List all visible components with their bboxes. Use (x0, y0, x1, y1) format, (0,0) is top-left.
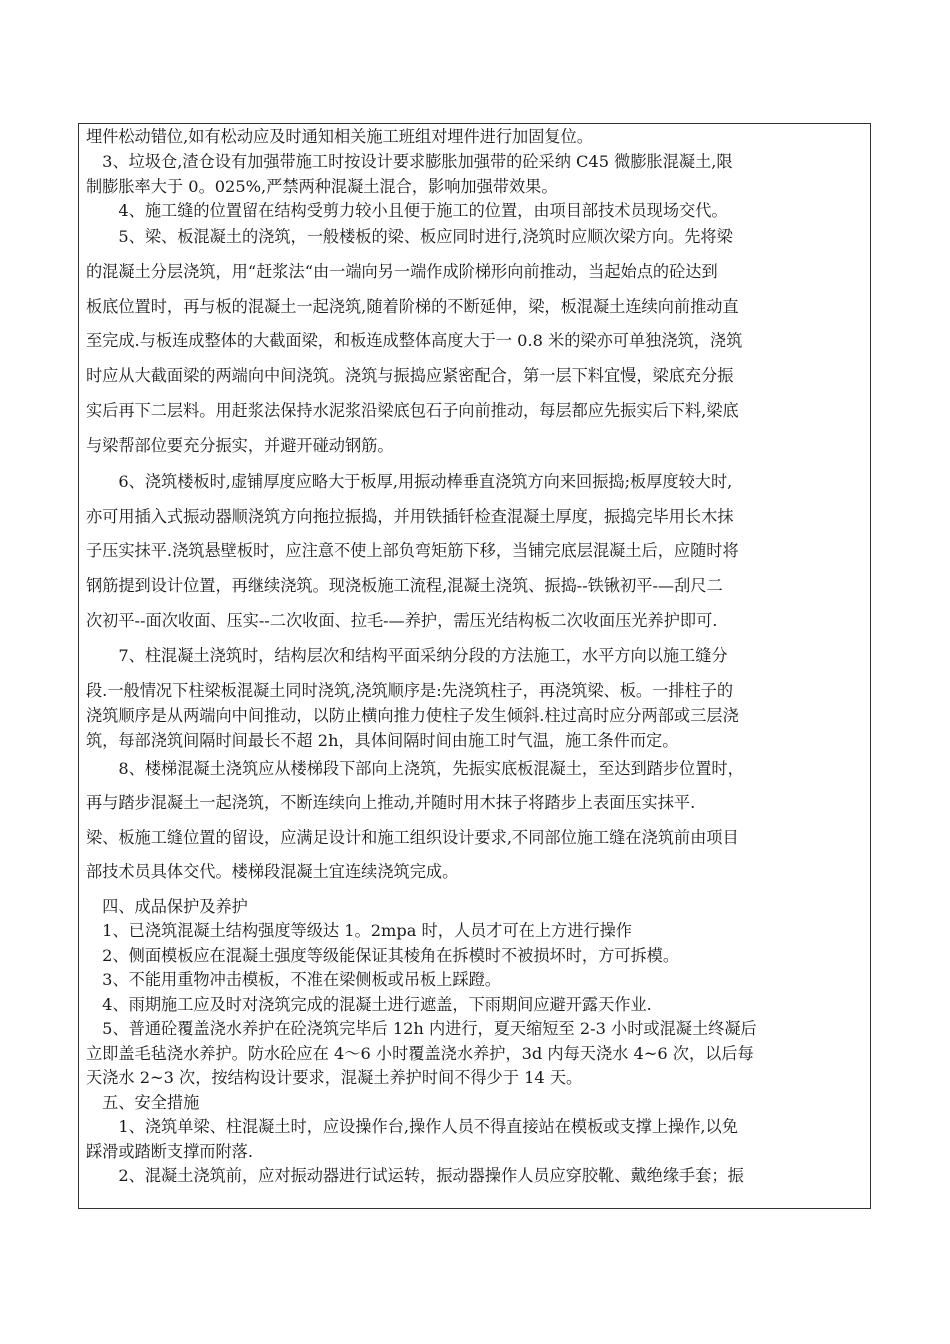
text-line: 3、垃圾仓,渣仓设有加强带施工时按设计要求膨胀加强带的砼采纳 C45 微膨胀混凝土,限 (86, 152, 733, 171)
text-line: 天浇水 2~3 次，按结构设计要求，混凝土养护时间不得少于 14 天。 (86, 1068, 583, 1087)
text-line: 亦可用插入式振动器顺浇筑方向拖拉振捣，并用铁插钎检查混凝土厚度，振捣完毕用长木抹 (86, 507, 734, 526)
text-line: 1、已浇筑混凝土结构强度等级达 1。2mpa 时，人员才可在上方进行操作 (86, 921, 632, 940)
text-line: 浇筑顺序是从两端向中间推动，以防止横向推力使柱子发生倾斜.柱过高时应分两部或三层浇 (86, 706, 739, 725)
text-line: 5、梁、板混凝土的浇筑，一般楼板的梁、板应同时进行,浇筑时应顺次梁方向。先将梁 (86, 227, 733, 246)
text-line: 4、雨期施工应及时对浇筑完成的混凝土进行遮盖，下雨期间应避开露天作业. (86, 995, 652, 1014)
text-line: 4、施工缝的位置留在结构受剪力较小且便于施工的位置，由项目部技术员现场交代。 (86, 201, 728, 220)
text-line: 8、楼梯混凝土浇筑应从楼梯段下部向上浇筑，先振实底板混凝土，至达到踏步位置时， (86, 759, 744, 778)
text-line: 段.一般情况下柱梁板混凝土同时浇筑,浇筑顺序是:先浇筑柱子，再浇筑梁、板。一排柱子的 (86, 681, 734, 700)
text-line: 制膨胀率大于 0。025%,严禁两种混凝土混合，影响加强带效果。 (86, 177, 558, 196)
text-line: 子压实抹平.浇筑悬壁板时，应注意不使上部负弯矩筋下移，当铺完底层混凝土后，应随时将 (86, 541, 739, 560)
text-line: 四、成品保护及养护 (86, 897, 248, 916)
text-line: 5、普通砼覆盖浇水养护在砼浇筑完毕后 12h 内进行，夏天缩短至 2-3 小时或混凝土终凝后 (86, 1019, 757, 1038)
text-line: 至完成.与板连成整体的大截面梁，和板连成整体高度大于一 0.8 米的梁亦可单独浇筑，浇筑 (86, 331, 743, 350)
text-line: 筑，每部浇筑间隔时间最长不超 2h，具体间隔时间由施工时气温，施工条件而定。 (86, 731, 679, 750)
text-line: 时应从大截面梁的两端向中间浇筑。浇筑与振捣应紧密配合，第一层下料宜慢，梁底充分振 (86, 366, 734, 385)
text-line: 埋件松动错位,如有松动应及时通知相关施工班组对埋件进行加固复位。 (86, 127, 593, 146)
text-line: 3、不能用重物冲击模板，不准在梁侧板或吊板上踩蹬。 (86, 970, 501, 989)
text-line: 1、浇筑单梁、柱混凝土时，应设操作台,操作人员不得直接站在模板或支撑上操作,以免 (86, 1117, 738, 1136)
text-line: 钢筋提到设计位置，再继续浇筑。现浇板施工流程,混凝土浇筑、振捣--铁锹初平-—刮尺二 (86, 576, 723, 595)
text-line: 梁、板施工缝位置的留设，应满足设计和施工组织设计要求,不同部位施工缝在浇筑前由项目 (86, 828, 739, 847)
text-line: 的混凝土分层浇筑，用“赶浆法“由一端向另一端作成阶梯形向前推动，当起始点的砼达到 (86, 262, 718, 281)
text-line: 7、柱混凝土浇筑时，结构层次和结构平面采纳分段的方法施工，水平方向以施工缝分 (86, 646, 728, 665)
text-line: 实后再下二层料。用赶浆法保持水泥浆沿梁底包石子向前推动，每层都应先振实后下料,梁底 (86, 401, 739, 420)
text-line: 次初平--面次收面、压实--二次收面、拉毛-—养护，需压光结构板二次收面压光养护即可. (86, 611, 718, 630)
text-line: 6、浇筑楼板时,虚铺厚度应略大于板厚,用振动棒垂直浇筑方向来回振捣;板厚度较大时, (86, 472, 733, 491)
text-line: 2、混凝土浇筑前，应对振动器进行试运转，振动器操作人员应穿胶靴、戴绝缘手套；振 (86, 1166, 744, 1185)
text-line: 部技术员具体交代。楼梯段混凝土宜连续浇筑完成。 (86, 862, 459, 881)
text-line: 2、侧面模板应在混凝土强度等级能保证其棱角在拆模时不被损坏时，方可拆模。 (86, 946, 680, 965)
text-line: 与梁帮部位要充分振实，并避开碰动钢筋。 (86, 436, 394, 455)
text-line: 踩滑或踏断支撑而附落. (86, 1142, 254, 1161)
text-line: 五、安全措施 (86, 1093, 200, 1112)
text-line: 立即盖毛毡浇水养护。防水砼应在 4～6 小时覆盖浇水养护，3d 内每天浇水 4~6 次，以后每 (86, 1044, 754, 1063)
text-line: 再与踏步混凝土一起浇筑，不断连续向上推动,并随时用木抹子将踏步上表面压实抹平. (86, 793, 696, 812)
text-line: 板底位置时，再与板的混凝土一起浇筑,随着阶梯的不断延伸，梁，板混凝土连续向前推动直 (86, 297, 739, 316)
